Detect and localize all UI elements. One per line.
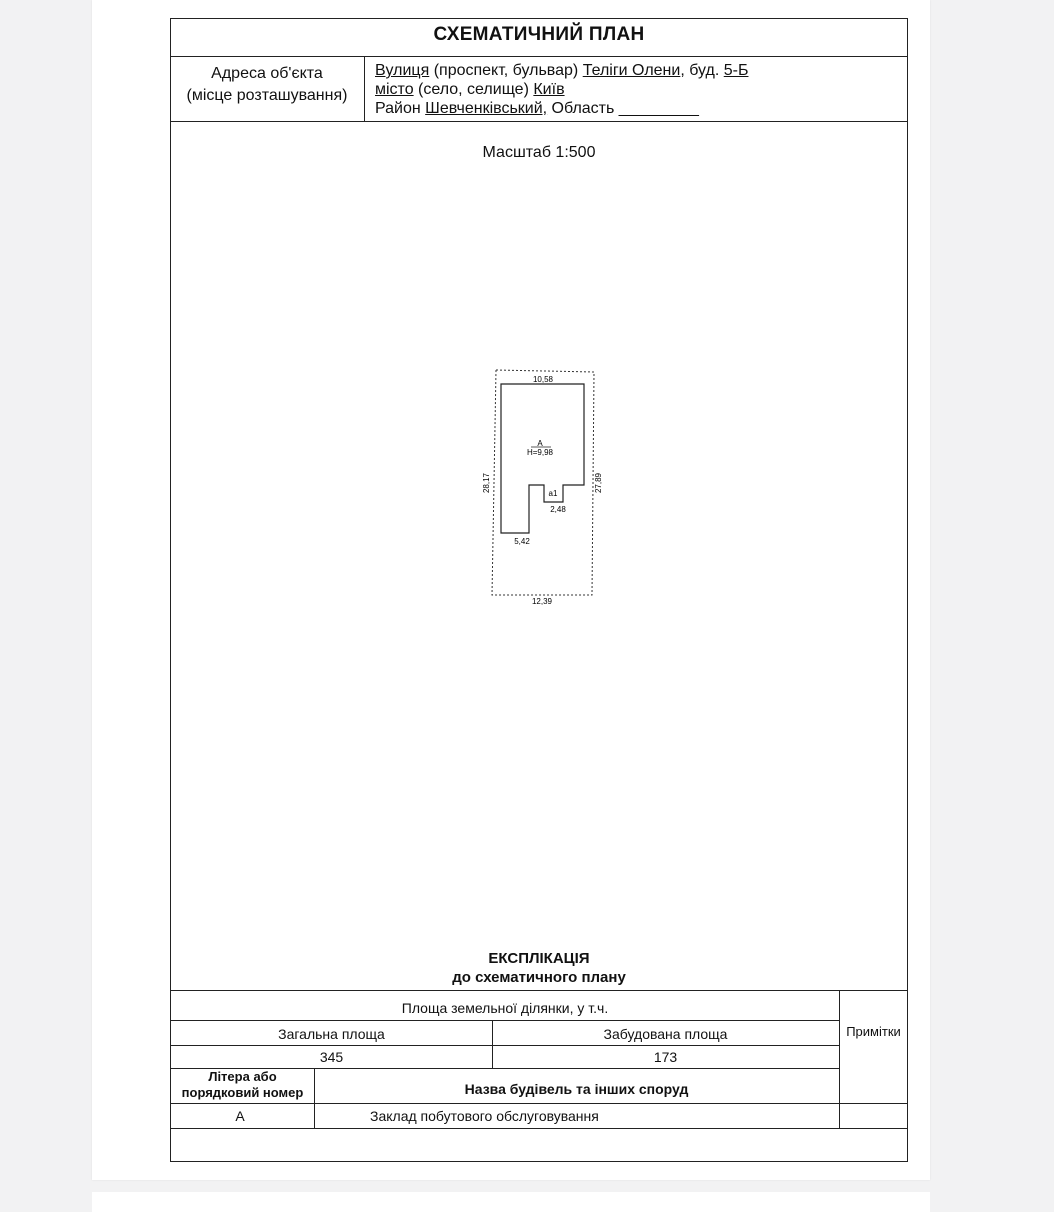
built-area-label: Забудована площа [603, 1026, 728, 1042]
document-title: СХЕМАТИЧНИЙ ПЛАН [433, 24, 645, 45]
letter-column-header: Літера або порядковий номер [181, 1069, 304, 1100]
dim-top-width: 10,58 [532, 375, 554, 384]
total-area-value: 345 [319, 1049, 344, 1065]
annex-letter: а1 [548, 489, 558, 498]
land-area-header: Площа земельної ділянки, у т.ч. [401, 1000, 609, 1016]
dim-bottom-total: 12,39 [531, 597, 553, 606]
address-label: Адреса об'єкта (місце розташування) [186, 65, 348, 104]
scale-label: Масштаб 1:500 [482, 144, 596, 161]
divider [171, 56, 907, 57]
land-plot-boundary [492, 370, 594, 595]
divider [171, 121, 907, 122]
name-column-header: Назва будівель та інших споруд [464, 1081, 689, 1097]
dim-notch-width: 2,48 [550, 505, 566, 514]
table-border [171, 1045, 839, 1046]
table-border [314, 1068, 315, 1128]
dim-left-height: 28,17 [482, 472, 491, 494]
row-name: Заклад побутового обслуговування [370, 1108, 599, 1124]
dim-right-height: 27,89 [594, 472, 603, 494]
building-height: Н=9,98 [526, 448, 554, 457]
address-district-line: Район Шевченківський, Область _________ [375, 100, 699, 117]
building-letter: А [537, 439, 543, 448]
table-border [171, 1020, 839, 1021]
site-plan-drawing [470, 360, 620, 610]
address-street-line: Вулиця (проспект, бульвар) Теліги Олени, буд. 5-Б [375, 62, 749, 79]
dim-bottom-inner: 5,42 [514, 537, 530, 546]
table-border [171, 1103, 907, 1104]
explication-title: ЕКСПЛІКАЦІЯ до схематичного плану [452, 950, 626, 986]
next-page-edge [92, 1192, 930, 1212]
row-letter: А [235, 1108, 245, 1124]
table-border [839, 990, 840, 1128]
divider [364, 56, 365, 121]
building-outline [501, 384, 584, 533]
table-border [171, 1128, 907, 1129]
table-border [171, 990, 907, 991]
built-area-value: 173 [653, 1049, 678, 1065]
notes-header: Примітки [846, 1024, 901, 1039]
address-city-line: місто (село, селище) Київ [375, 81, 565, 98]
total-area-label: Загальна площа [278, 1026, 385, 1042]
